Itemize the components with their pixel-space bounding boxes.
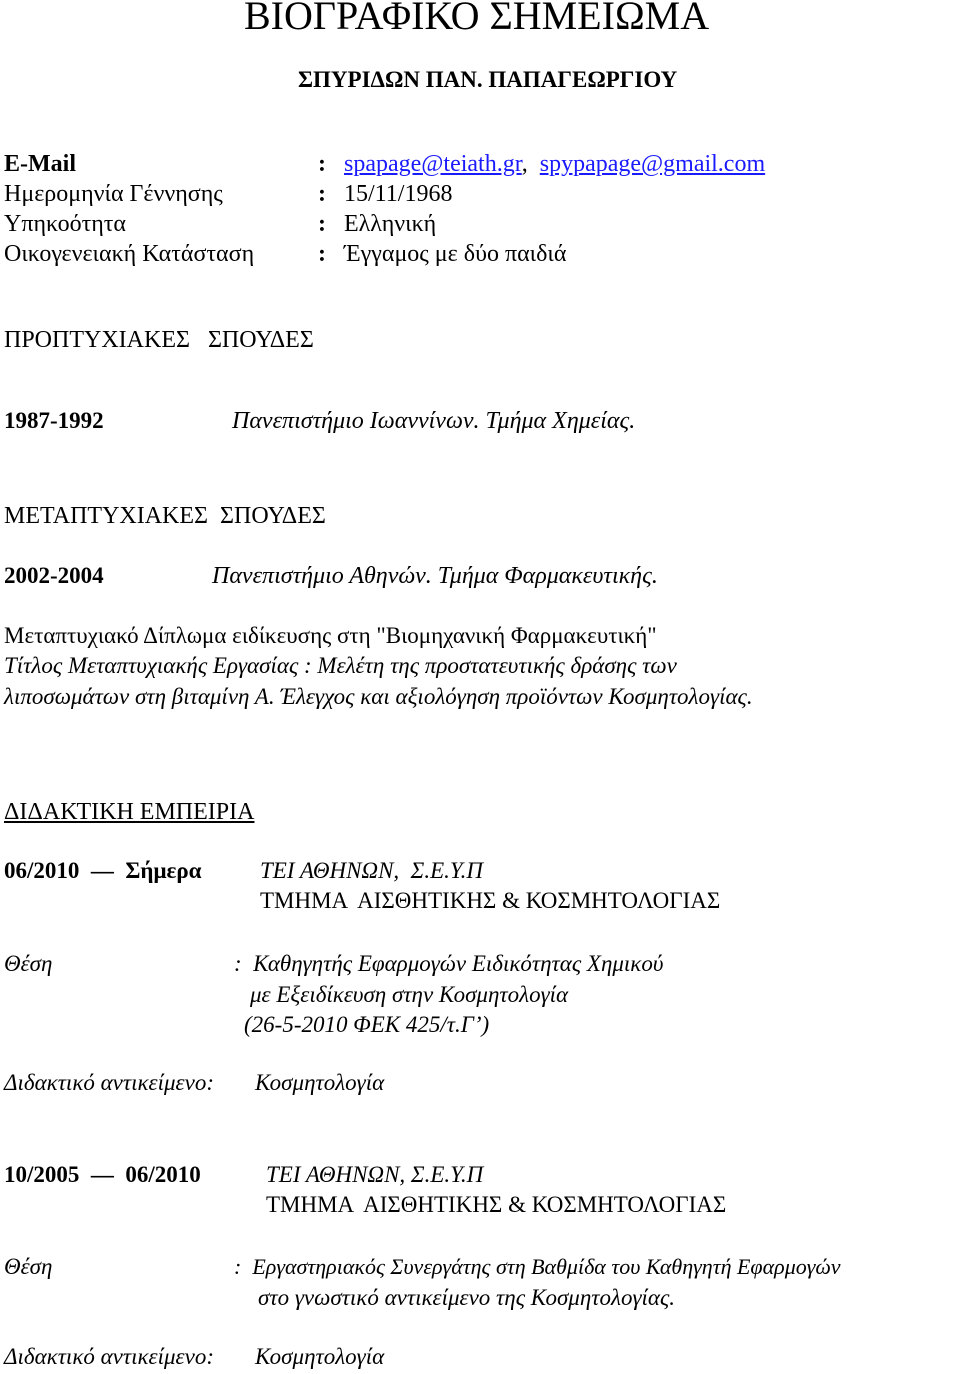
family-colon: : [318,241,326,267]
job2-period: 10/2005 — 06/2010 [4,1162,201,1187]
job1-position-line3: (26-5-2010 ΦΕΚ 425/τ.Γ’) [244,1012,490,1037]
family-value: Έγγαμος με δύο παιδιά [344,241,567,267]
email-values [344,150,765,178]
job1-subject-value: Κοσμητολογία [255,1070,385,1095]
postgrad-thesis-line2: λιποσωμάτων στη βιταμίνη Α. Έλεγχος και αξιολόγηση προϊόντων Κοσμητολογίας. [4,684,753,709]
postgrad-diploma: Μεταπτυχιακό Δίπλωμα ειδίκευσης στη "Βιομηχανική Φαρμακευτική" [4,623,657,648]
job2-position-label: Θέση [4,1254,53,1279]
email-label: E-Mail [4,151,76,177]
email-link-teiath[interactable]: spapage@teiath.gr [344,151,522,177]
nationality-value: Ελληνική [344,211,437,237]
job1-position-line2: με Εξειδίκευση στην Κοσμητολογία [250,982,569,1007]
postgrad-institution: Πανεπιστήμιο Αθηνών. Τμήμα Φαρμακευτικής. [212,563,658,589]
job1-subject-label: Διδακτικό αντικείμενο: [4,1070,214,1095]
nationality-colon: : [318,211,326,237]
person-name: ΣΠΥΡΙΔΩΝ ΠΑΝ. ΠΑΠΑΓΕΩΡΓΙΟΥ [298,67,678,92]
teaching-heading: ΔΙΔΑΚΤΙΚΗ ΕΜΠΕΙΡΙΑ [4,799,255,825]
job2-org-line1: ΤΕΙ ΑΘΗΝΩΝ, Σ.Ε.Υ.Π [266,1162,484,1187]
email-link-gmail[interactable]: spypapage@gmail.com [539,151,766,177]
undergrad-heading: ΠΡΟΠΤΥΧΙΑΚΕΣ ΣΠΟΥΔΕΣ [4,327,314,353]
nationality-label: Υπηκοότητα [4,211,126,237]
undergrad-institution: Πανεπιστήμιο Ιωαννίνων. Τμήμα Χημείας. [232,408,636,434]
job1-org-line1: ΤΕΙ ΑΘΗΝΩΝ, Σ.Ε.Υ.Π [260,858,483,883]
postgrad-thesis-line1: Τίτλος Μεταπτυχιακής Εργασίας : Μελέτη της προστατευτικής δράσης των [4,653,677,678]
birth-value: 15/11/1968 [344,181,453,207]
job2-subject-label: Διδακτικό αντικείμενο: [4,1344,214,1369]
birth-label: Ημερομηνία Γέννησης [4,181,223,207]
job1-position-label: Θέση [4,951,53,976]
job1-period: 06/2010 — Σήμερα [4,858,202,883]
job2-subject-value: Κοσμητολογία [255,1344,385,1369]
family-label: Οικογενειακή Κατάσταση [4,241,255,267]
birth-colon: : [318,181,326,207]
job2-org-line2: ΤΜΗΜΑ ΑΙΣΘΗΤΙΚΗΣ & ΚΟΣΜΗΤΟΛΟΓΙΑΣ [266,1192,727,1217]
email-separator: , [521,151,528,177]
postgrad-heading: ΜΕΤΑΠΤΥΧΙΑΚΕΣ ΣΠΟΥΔΕΣ [4,503,326,529]
job2-position-line1: : Εργαστηριακός Συνεργάτης στη Βαθμίδα του Καθηγητή Εφαρμογών [234,1254,841,1279]
cv-title: ΒΙΟΓΡΑΦΙΚΟ ΣΗΜΕΙΩΜΑ [244,0,710,38]
job1-position-line1: : Καθηγητής Εφαρμογών Ειδικότητας Χημικού [234,951,664,976]
email-colon: : [318,151,326,177]
undergrad-years: 1987-1992 [4,408,104,433]
job1-org-line2: ΤΜΗΜΑ ΑΙΣΘΗΤΙΚΗΣ & ΚΟΣΜΗΤΟΛΟΓΙΑΣ [260,888,721,913]
job2-position-line2: στο γνωστικό αντικείμενο της Κοσμητολογίας. [258,1285,676,1310]
postgrad-years: 2002-2004 [4,563,104,588]
